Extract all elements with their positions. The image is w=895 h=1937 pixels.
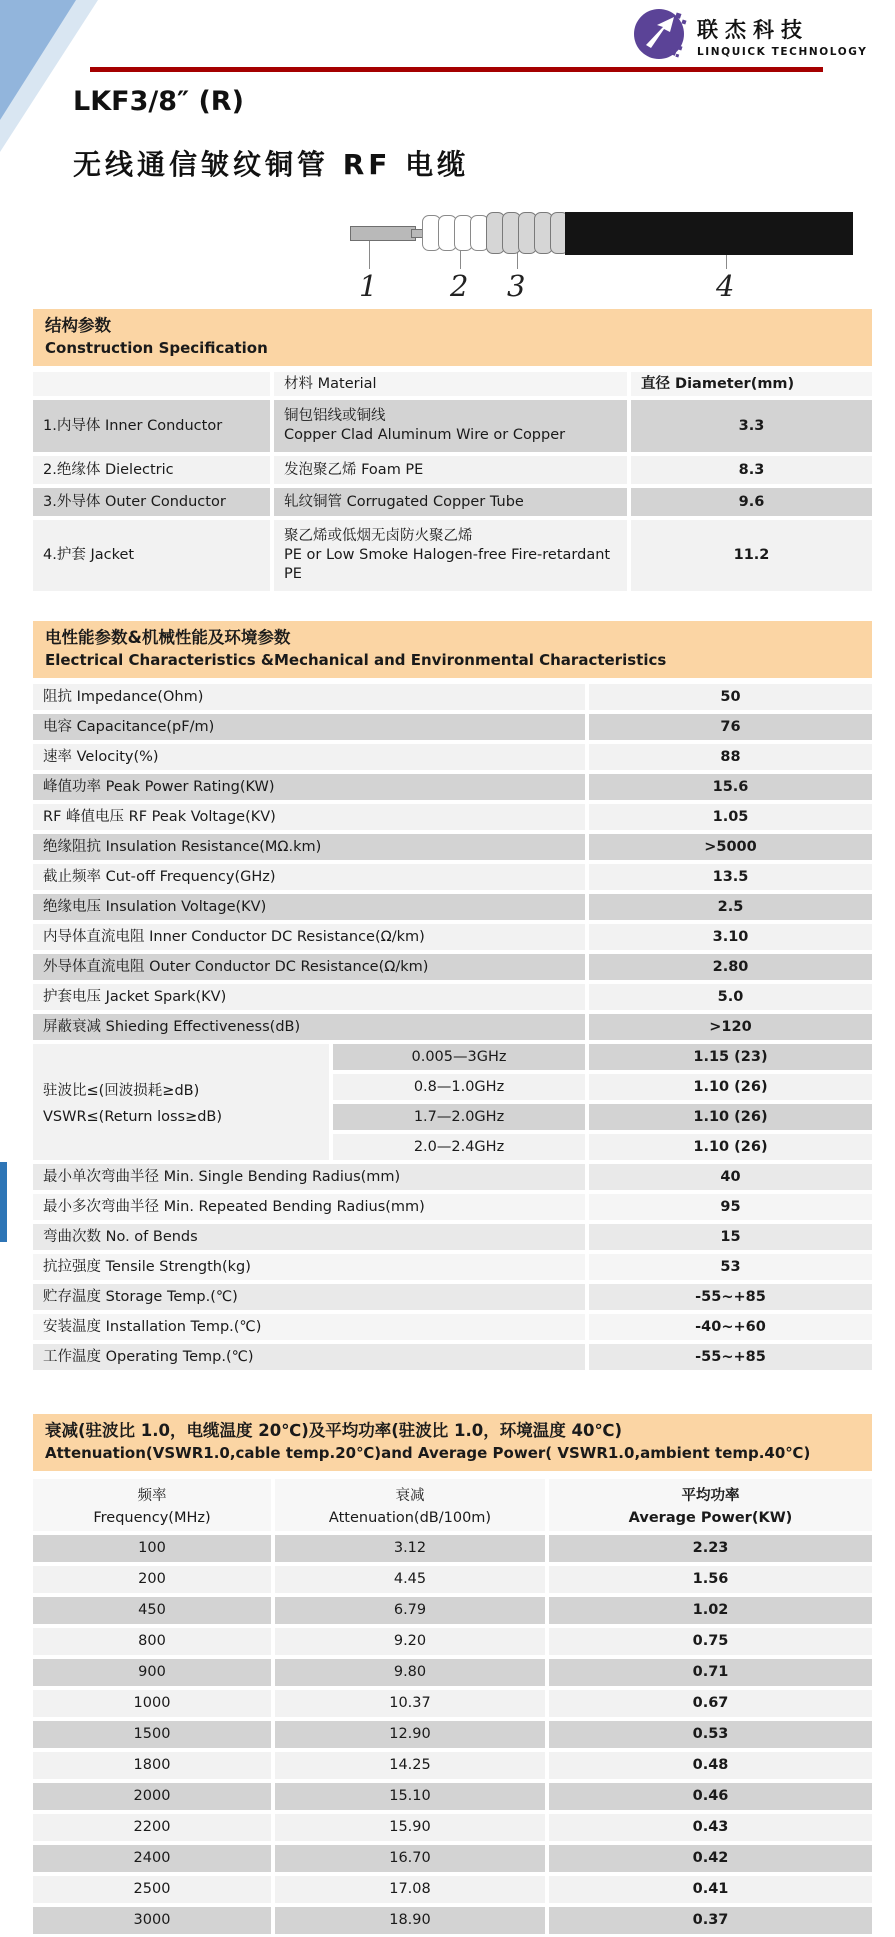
table-row — [33, 1535, 872, 1562]
construction-title-en: Construction Specification — [45, 339, 268, 357]
frequency-value: 900 — [33, 1659, 271, 1686]
power-value: 0.48 — [549, 1752, 872, 1779]
spec-label: 最小多次弯曲半径 Min. Repeated Bending Radius(mm) — [33, 1194, 585, 1220]
attenuation-value: 9.20 — [275, 1628, 545, 1655]
power-value: 2.23 — [549, 1535, 872, 1562]
spec-label: 速率 Velocity(%) — [33, 744, 585, 770]
vswr-label-cell — [33, 1044, 329, 1160]
spec-label: 最小单次弯曲半径 Min. Single Bending Radius(mm) — [33, 1164, 585, 1190]
table-row — [33, 1164, 872, 1190]
table-row — [33, 1659, 872, 1686]
brand-name-en: LINQUICK TECHNOLOGY — [697, 46, 868, 58]
frequency-column-header — [33, 1479, 271, 1531]
vswr-value: 1.10 (26) — [589, 1074, 872, 1100]
spec-label: 绝缘阻抗 Insulation Resistance(MΩ.km) — [33, 834, 585, 860]
part-name: 3.外导体 Outer Conductor — [33, 488, 270, 516]
table-row — [33, 1721, 872, 1748]
table-row — [33, 1845, 872, 1872]
cable-illustration — [350, 211, 865, 255]
cable-structure-diagram — [33, 209, 872, 309]
table-row — [33, 834, 872, 860]
spec-label: 绝缘电压 Insulation Voltage(KV) — [33, 894, 585, 920]
table-row — [33, 520, 872, 591]
product-subtitle: 无线通信皱纹铜管 RF 电缆 — [73, 148, 470, 181]
spec-value: 1.05 — [589, 804, 872, 830]
spec-label: 电容 Capacitance(pF/m) — [33, 714, 585, 740]
average-power-column-header — [549, 1479, 872, 1531]
header-cn: 平均功率 — [681, 1488, 740, 1504]
attenuation-section-banner — [33, 1414, 872, 1471]
spec-value: 88 — [589, 744, 872, 770]
frequency-value: 1000 — [33, 1690, 271, 1717]
attenuation-value: 6.79 — [275, 1597, 545, 1624]
frequency-value: 1800 — [33, 1752, 271, 1779]
table-row — [33, 456, 872, 484]
construction-header-empty — [33, 372, 270, 396]
table-row — [33, 744, 872, 770]
spec-value: -55~+85 — [589, 1344, 872, 1370]
brand-name-cn: 联杰科技 — [697, 18, 809, 42]
part-diameter: 11.2 — [631, 520, 872, 591]
spec-value: >120 — [589, 1014, 872, 1040]
header-cn: 衰减 — [395, 1488, 425, 1504]
table-row — [33, 1344, 872, 1370]
spec-value: 15 — [589, 1224, 872, 1250]
vswr-freq: 0.8—1.0GHz — [333, 1074, 585, 1100]
header-en: Frequency(MHz) — [93, 1510, 211, 1526]
frequency-value: 1500 — [33, 1721, 271, 1748]
spec-value: 95 — [589, 1194, 872, 1220]
vswr-block — [33, 1044, 872, 1160]
frequency-value: 2000 — [33, 1783, 271, 1810]
diagram-label-2: 2 — [450, 269, 469, 303]
table-row — [33, 1814, 872, 1841]
spec-value: 3.10 — [589, 924, 872, 950]
power-value: 0.75 — [549, 1628, 872, 1655]
table-row — [33, 954, 872, 980]
spec-label: 峰值功率 Peak Power Rating(KW) — [33, 774, 585, 800]
product-model-title: LKF3/8″ (R) — [73, 86, 244, 117]
part-diameter: 3.3 — [631, 400, 872, 452]
table-row — [33, 1597, 872, 1624]
spec-value: 13.5 — [589, 864, 872, 890]
power-value: 1.02 — [549, 1597, 872, 1624]
spec-label: 护套电压 Jacket Spark(KV) — [33, 984, 585, 1010]
power-value: 0.42 — [549, 1845, 872, 1872]
table-row — [33, 1014, 872, 1040]
frequency-value: 2400 — [33, 1845, 271, 1872]
table-row — [33, 894, 872, 920]
inner-conductor-shape — [350, 226, 416, 241]
spec-value: 53 — [589, 1254, 872, 1280]
spec-label: RF 峰值电压 RF Peak Voltage(KV) — [33, 804, 585, 830]
spec-label: 工作温度 Operating Temp.(℃) — [33, 1344, 585, 1370]
spec-label: 阻抗 Impedance(Ohm) — [33, 684, 585, 710]
frequency-value: 2200 — [33, 1814, 271, 1841]
spec-label: 抗拉强度 Tensile Strength(kg) — [33, 1254, 585, 1280]
header-en: Average Power(KW) — [628, 1510, 793, 1526]
leader-line-1 — [369, 237, 370, 269]
vswr-value: 1.15 (23) — [589, 1044, 872, 1070]
spec-label: 屏蔽衰减 Shieding Effectiveness(dB) — [33, 1014, 585, 1040]
electrical-title-en: Electrical Characteristics &Mechanical and Environmental Characteristics — [45, 651, 667, 669]
frequency-value: 100 — [33, 1535, 271, 1562]
part-name: 1.内导体 Inner Conductor — [33, 400, 270, 452]
table-row — [33, 488, 872, 516]
material-line-cn: 聚乙烯或低烟无卤防火聚乙烯 — [284, 528, 473, 544]
spec-value: 2.5 — [589, 894, 872, 920]
frequency-value: 450 — [33, 1597, 271, 1624]
attenuation-header-row — [33, 1479, 872, 1531]
vswr-freq: 1.7—2.0GHz — [333, 1104, 585, 1130]
table-row — [33, 924, 872, 950]
power-value: 0.71 — [549, 1659, 872, 1686]
part-name: 2.绝缘体 Dielectric — [33, 456, 270, 484]
attenuation-value: 15.10 — [275, 1783, 545, 1810]
table-row — [33, 1314, 872, 1340]
spec-value: 76 — [589, 714, 872, 740]
leader-line-2 — [460, 249, 461, 269]
vswr-label-en: VSWR≤(Return loss≥dB) — [43, 1109, 223, 1125]
electrical-title-cn: 电性能参数&机械性能及环境参数 — [45, 628, 291, 647]
left-edge-accent-strip — [0, 1162, 7, 1242]
vswr-value: 1.10 (26) — [589, 1134, 872, 1160]
attenuation-value: 14.25 — [275, 1752, 545, 1779]
table-row — [33, 400, 872, 452]
table-row — [33, 1876, 872, 1903]
attenuation-value: 9.80 — [275, 1659, 545, 1686]
table-row — [33, 1628, 872, 1655]
frequency-value: 800 — [33, 1628, 271, 1655]
header-en: Attenuation(dB/100m) — [328, 1510, 492, 1526]
spec-label: 安装温度 Installation Temp.(℃) — [33, 1314, 585, 1340]
table-row — [33, 774, 872, 800]
power-value: 0.41 — [549, 1876, 872, 1903]
diagram-label-4: 4 — [716, 269, 735, 303]
spec-value: 2.80 — [589, 954, 872, 980]
frequency-value: 3000 — [33, 1907, 271, 1934]
frequency-value: 200 — [33, 1566, 271, 1593]
spec-value: >5000 — [589, 834, 872, 860]
part-material — [274, 400, 627, 452]
attenuation-table — [33, 1479, 872, 1934]
diagram-label-1: 1 — [359, 269, 378, 303]
spec-value: -40~+60 — [589, 1314, 872, 1340]
table-row — [33, 1690, 872, 1717]
power-value: 0.46 — [549, 1783, 872, 1810]
power-value: 1.56 — [549, 1566, 872, 1593]
vswr-freq: 2.0—2.4GHz — [333, 1134, 585, 1160]
table-row — [33, 1907, 872, 1934]
table-row — [33, 1566, 872, 1593]
power-value: 0.37 — [549, 1907, 872, 1934]
part-diameter: 9.6 — [631, 488, 872, 516]
table-row — [33, 714, 872, 740]
attenuation-value: 17.08 — [275, 1876, 545, 1903]
electrical-table — [33, 684, 872, 1370]
table-row — [33, 1783, 872, 1810]
spec-value: 15.6 — [589, 774, 872, 800]
attenuation-title-cn: 衰减(驻波比 1.0，电缆温度 20℃)及平均功率(驻波比 1.0，环境温度 40℃) — [45, 1421, 622, 1440]
attenuation-value: 18.90 — [275, 1907, 545, 1934]
power-value: 0.67 — [549, 1690, 872, 1717]
diagram-label-3: 3 — [507, 269, 526, 303]
construction-header-material: 材料 Material — [274, 372, 627, 396]
table-row — [33, 864, 872, 890]
spec-value: -55~+85 — [589, 1284, 872, 1310]
leader-line-3 — [517, 253, 518, 269]
table-row — [33, 804, 872, 830]
vswr-freq: 0.005—3GHz — [333, 1044, 585, 1070]
leader-line-4 — [726, 255, 727, 269]
part-diameter: 8.3 — [631, 456, 872, 484]
table-row — [33, 684, 872, 710]
frequency-value: 2500 — [33, 1876, 271, 1903]
spec-label: 内导体直流电阻 Inner Conductor DC Resistance(Ω/km) — [33, 924, 585, 950]
construction-title-cn: 结构参数 — [45, 316, 111, 335]
spec-value: 50 — [589, 684, 872, 710]
power-value: 0.53 — [549, 1721, 872, 1748]
jacket-shape — [565, 212, 853, 255]
construction-table — [33, 372, 872, 591]
table-row — [33, 1752, 872, 1779]
spec-value: 5.0 — [589, 984, 872, 1010]
attenuation-value: 3.12 — [275, 1535, 545, 1562]
part-material — [274, 520, 627, 591]
table-row — [33, 1284, 872, 1310]
attenuation-value: 15.90 — [275, 1814, 545, 1841]
attenuation-value: 10.37 — [275, 1690, 545, 1717]
header-cn: 频率 — [137, 1488, 167, 1504]
material-line-en: PE or Low Smoke Halogen-free Fire-retardant PE — [284, 547, 611, 582]
construction-header-diameter: 直径 Diameter(mm) — [631, 372, 872, 396]
power-value: 0.43 — [549, 1814, 872, 1841]
material-line-en: Copper Clad Aluminum Wire or Copper — [284, 427, 566, 443]
spec-label: 外导体直流电阻 Outer Conductor DC Resistance(Ω/km) — [33, 954, 585, 980]
electrical-section-banner — [33, 621, 872, 678]
attenuation-value: 4.45 — [275, 1566, 545, 1593]
spec-label: 贮存温度 Storage Temp.(℃) — [33, 1284, 585, 1310]
construction-section-banner — [33, 309, 872, 366]
table-row — [33, 984, 872, 1010]
attenuation-title-en: Attenuation(VSWR1.0,cable temp.20℃)and Average Power( VSWR1.0,ambient temp.40℃) — [45, 1444, 811, 1462]
construction-header-row — [33, 372, 872, 396]
spec-value: 40 — [589, 1164, 872, 1190]
vswr-label-cn: 驻波比≤(回波损耗≥dB) — [43, 1083, 200, 1099]
vswr-value: 1.10 (26) — [589, 1104, 872, 1130]
attenuation-column-header — [275, 1479, 545, 1531]
part-material: 轧纹铜管 Corrugated Copper Tube — [274, 488, 627, 516]
material-line-cn: 铜包铝线或铜线 — [284, 408, 386, 424]
spec-label: 截止频率 Cut-off Frequency(GHz) — [33, 864, 585, 890]
table-row — [33, 1194, 872, 1220]
spec-label: 弯曲次数 No. of Bends — [33, 1224, 585, 1250]
table-row — [33, 1254, 872, 1280]
table-row — [33, 1224, 872, 1250]
attenuation-value: 12.90 — [275, 1721, 545, 1748]
part-material: 发泡聚乙烯 Foam PE — [274, 456, 627, 484]
attenuation-value: 16.70 — [275, 1845, 545, 1872]
part-name: 4.护套 Jacket — [33, 520, 270, 591]
